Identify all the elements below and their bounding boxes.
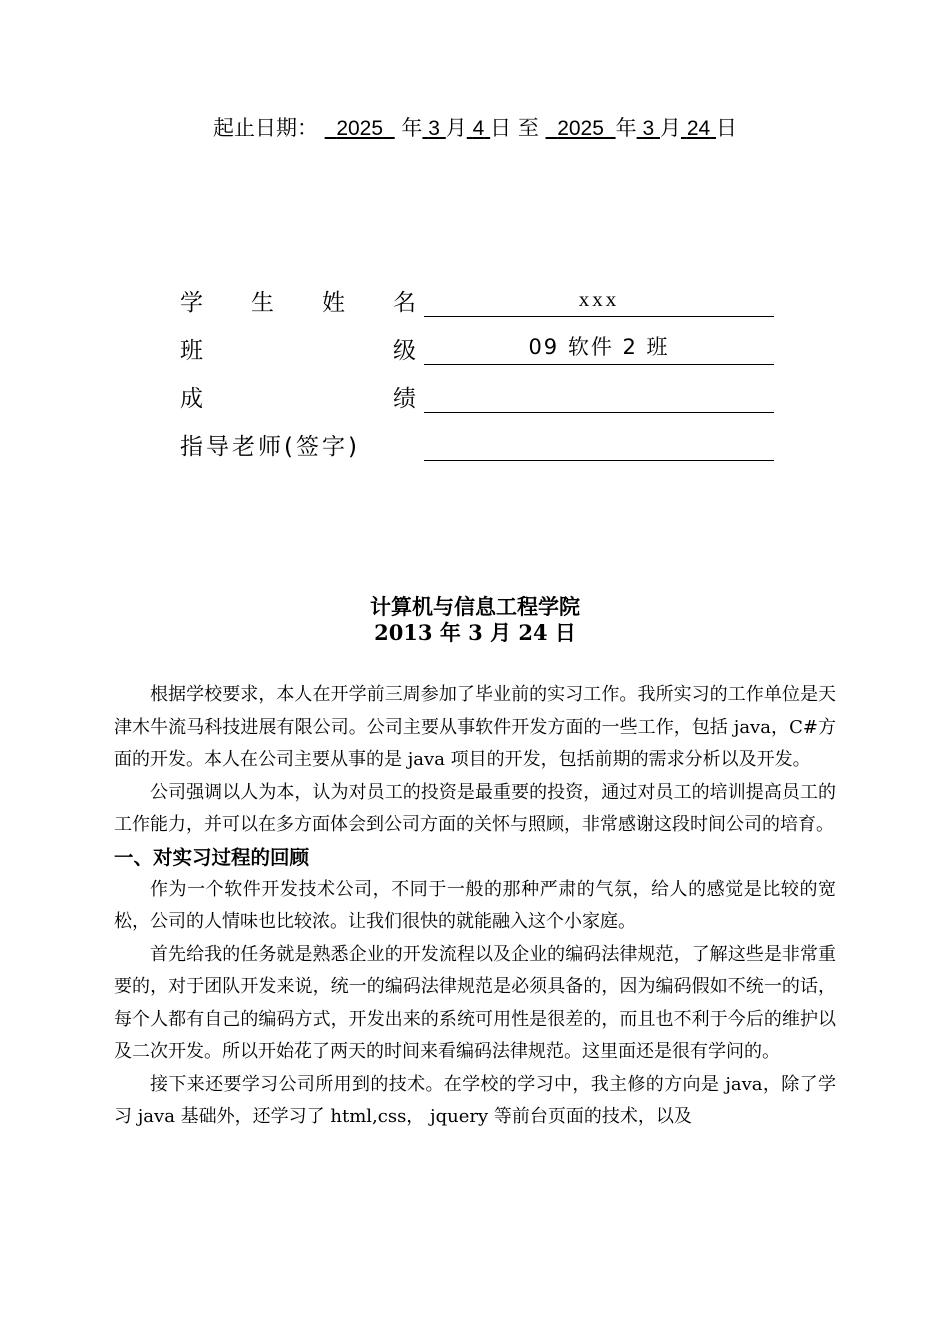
start-month: 3 (428, 117, 440, 140)
grade-row (180, 378, 776, 426)
class-value: 09 软件 2 班 (424, 330, 774, 365)
college-name: 计算机与信息工程学院 (370, 594, 580, 619)
grade-label-char: 绩 (393, 385, 416, 412)
class-label-char: 级 (393, 337, 416, 364)
advisor-signature-value (424, 426, 774, 461)
year-char: 年 (401, 116, 423, 140)
advisor-label: 指导老师(签字) (180, 433, 360, 460)
report-date: 2013 年 3 月 24 日 (374, 620, 576, 645)
name-label-char: 名 (393, 289, 416, 316)
class-label-char: 班 (180, 337, 203, 364)
date-range (0, 112, 950, 142)
end-year: 2025 (557, 117, 604, 140)
start-day: 4 (472, 117, 485, 140)
grade-label (180, 378, 416, 414)
date-label: 起止日期： (212, 116, 318, 140)
paragraph: 作为一个软件开发技术公司，不同于一般的那种严肃的气氛，给人的感觉是比较的宽松，公司的人情味也比较浓。让我们很快的就能融入这个小家庭。 (114, 878, 836, 932)
month-char: 月 (445, 116, 467, 140)
class-label (180, 330, 416, 366)
paragraph: 公司强调以人为本，认为对员工的投资是最重要的投资，通过对员工的培训提高员工的工作能力，并可以在多方面体会到公司方面的关怀与照顾，非常感谢这段时间公司的培育。 (114, 781, 836, 835)
end-day: 24 (686, 117, 711, 140)
day-char: 日 (490, 116, 512, 140)
name-row (180, 282, 776, 330)
start-year: 2025 (336, 117, 384, 140)
grade-value (424, 378, 774, 413)
class-row (180, 330, 776, 378)
to-char: 至 (517, 116, 539, 140)
name-label-char: 生 (251, 289, 274, 316)
name-label-char: 姓 (322, 289, 345, 316)
name-label-char: 学 (180, 289, 203, 316)
end-month: 3 (642, 117, 655, 140)
student-info-table (180, 282, 776, 474)
advisor-row (180, 426, 776, 474)
grade-label-char: 成 (180, 385, 203, 412)
day-char-2: 日 (716, 116, 738, 140)
name-value: xxx (424, 282, 774, 317)
paragraph: 根据学校要求，本人在开学前三周参加了毕业前的实习工作。我所实习的工作单位是天津木牛流马科技进展有限公司。公司主要从事软件开发方面的一些工作，包括 java，C#方面的开发。本人在公司主要从事的是 java 项目的开发，包括前期的需求分析以及开发。 (114, 684, 836, 770)
section-heading: 一、对实习过程的回顾 (114, 845, 310, 869)
month-char-2: 月 (659, 116, 681, 140)
paragraph: 接下来还要学习公司所用到的技术。在学校的学习中，我主修的方向是 java，除了学习 java 基础外，还学习了 html,css， jquery 等前台页面的技术，以及 (114, 1073, 836, 1127)
paragraph: 首先给我的任务就是熟悉企业的开发流程以及企业的编码法律规范，了解这些是非常重要的，对于团队开发来说，统一的编码法律规范是必须具备的，因为编码假如不统一的话，每个人都有自己的编码方式，开发出来的系统可用性是很差的，而且也不利于今后的维护以及二次开发。所以开始花了两天的时间来看编码法律规范。这里面还是很有学问的。 (114, 943, 836, 1062)
report-body (114, 679, 836, 1134)
name-label (180, 282, 416, 318)
year-char-2: 年 (615, 116, 637, 140)
